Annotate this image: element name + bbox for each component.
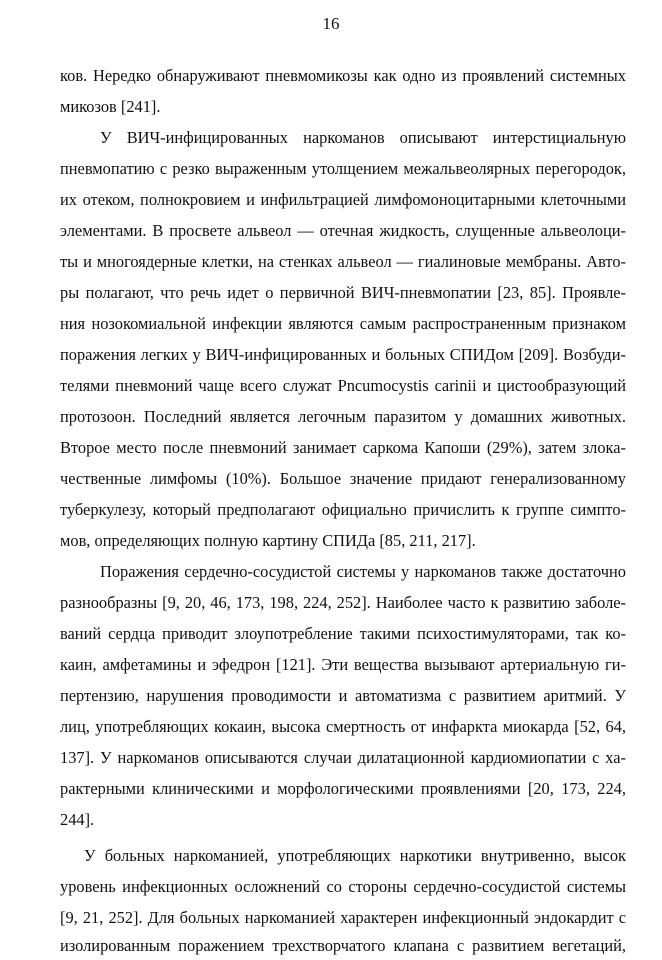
text-line: мов, определяющих полную картину СПИДа [85, 211, 217]. [60,531,476,550]
text-line: У больных наркоманией, употребляющих наркотики внутривенно, высок [84,846,626,865]
text-line: телями пневмоний чаще всего служат Pncumocystis carinii и цистообразующий [60,376,626,395]
text-line: изолированным поражением трехстворчатого клапана с развитием вегетаций, [60,936,626,955]
text-line: чественные лимфомы (10%). Большое значение придают генерализованному [60,469,626,488]
text-line: разнообразны [9, 20, 46, 173, 198, 224, 252]. Наиболее часто к развитию заболе- [60,593,626,612]
text-line: [9, 21, 252]. Для больных наркоманией характерен инфекционный эндокардит с [60,908,626,927]
text-line: ры полагают, что речь идет о первичной ВИЧ-пневмопатии [23, 85]. Проявле- [60,283,626,302]
text-line: микозов [241]. [60,97,161,116]
text-line: лиц, употребляющих кокаин, высока смертность от инфаркта миокарда [52, 64, [60,717,626,736]
text-line: ков. Нередко обнаруживают пневмомикозы как одно из проявлений системных [60,66,626,85]
text-line: Поражения сердечно-сосудистой системы у наркоманов также достаточно [100,562,626,581]
text-line: элементами. В просвете альвеол — отечная жидкость, слущенные альвеолоци- [60,221,626,240]
text-line: 244]. [60,810,95,829]
text-line: протозоон. Последний является легочным паразитом у домашних животных. [60,407,626,426]
text-line: Второе место после пневмоний занимает саркома Капоши (29%), затем злока- [60,438,626,457]
text-line: ты и многоядерные клетки, на стенках альвеол — гиалиновые мембраны. Авто- [60,252,626,271]
page-number: 16 [322,14,340,33]
text-line: пертензию, нарушения проводимости и автоматизма с развитием аритмий. У [60,686,626,705]
text-line: поражения легких у ВИЧ-инфицированных и больных СПИДом [209]. Возбуди- [60,345,626,364]
text-line: каин, амфетамины и эфедрон [121]. Эти вещества вызывают артериальную ги- [60,655,626,674]
text-line: уровень инфекционных осложнений со стороны сердечно-сосудистой системы [60,877,626,896]
text-line: их отеком, полнокровием и инфильтрацией лимфомоноцитарными клеточными [60,190,626,209]
text-line: туберкулезу, который предполагают официально причислить к группе симпто- [60,500,626,519]
text-line: У ВИЧ-инфицированных наркоманов описывают интерстициальную [100,128,626,147]
text-line: ваний сердца приводит злоупотребление такими психостимуляторами, так ко- [60,624,626,643]
text-line: рактерными клиническими и морфологическими проявлениями [20, 173, 224, [60,779,626,798]
text-line: 137]. У наркоманов описываются случаи дилатационной кардиомиопатии с ха- [60,748,626,767]
text-line: пневмопатию с резко выраженным утолщением межальвеолярных перегородок, [60,159,626,178]
text-line: ния нозокомиальной инфекции являются самым распространенным признаком [60,314,626,333]
